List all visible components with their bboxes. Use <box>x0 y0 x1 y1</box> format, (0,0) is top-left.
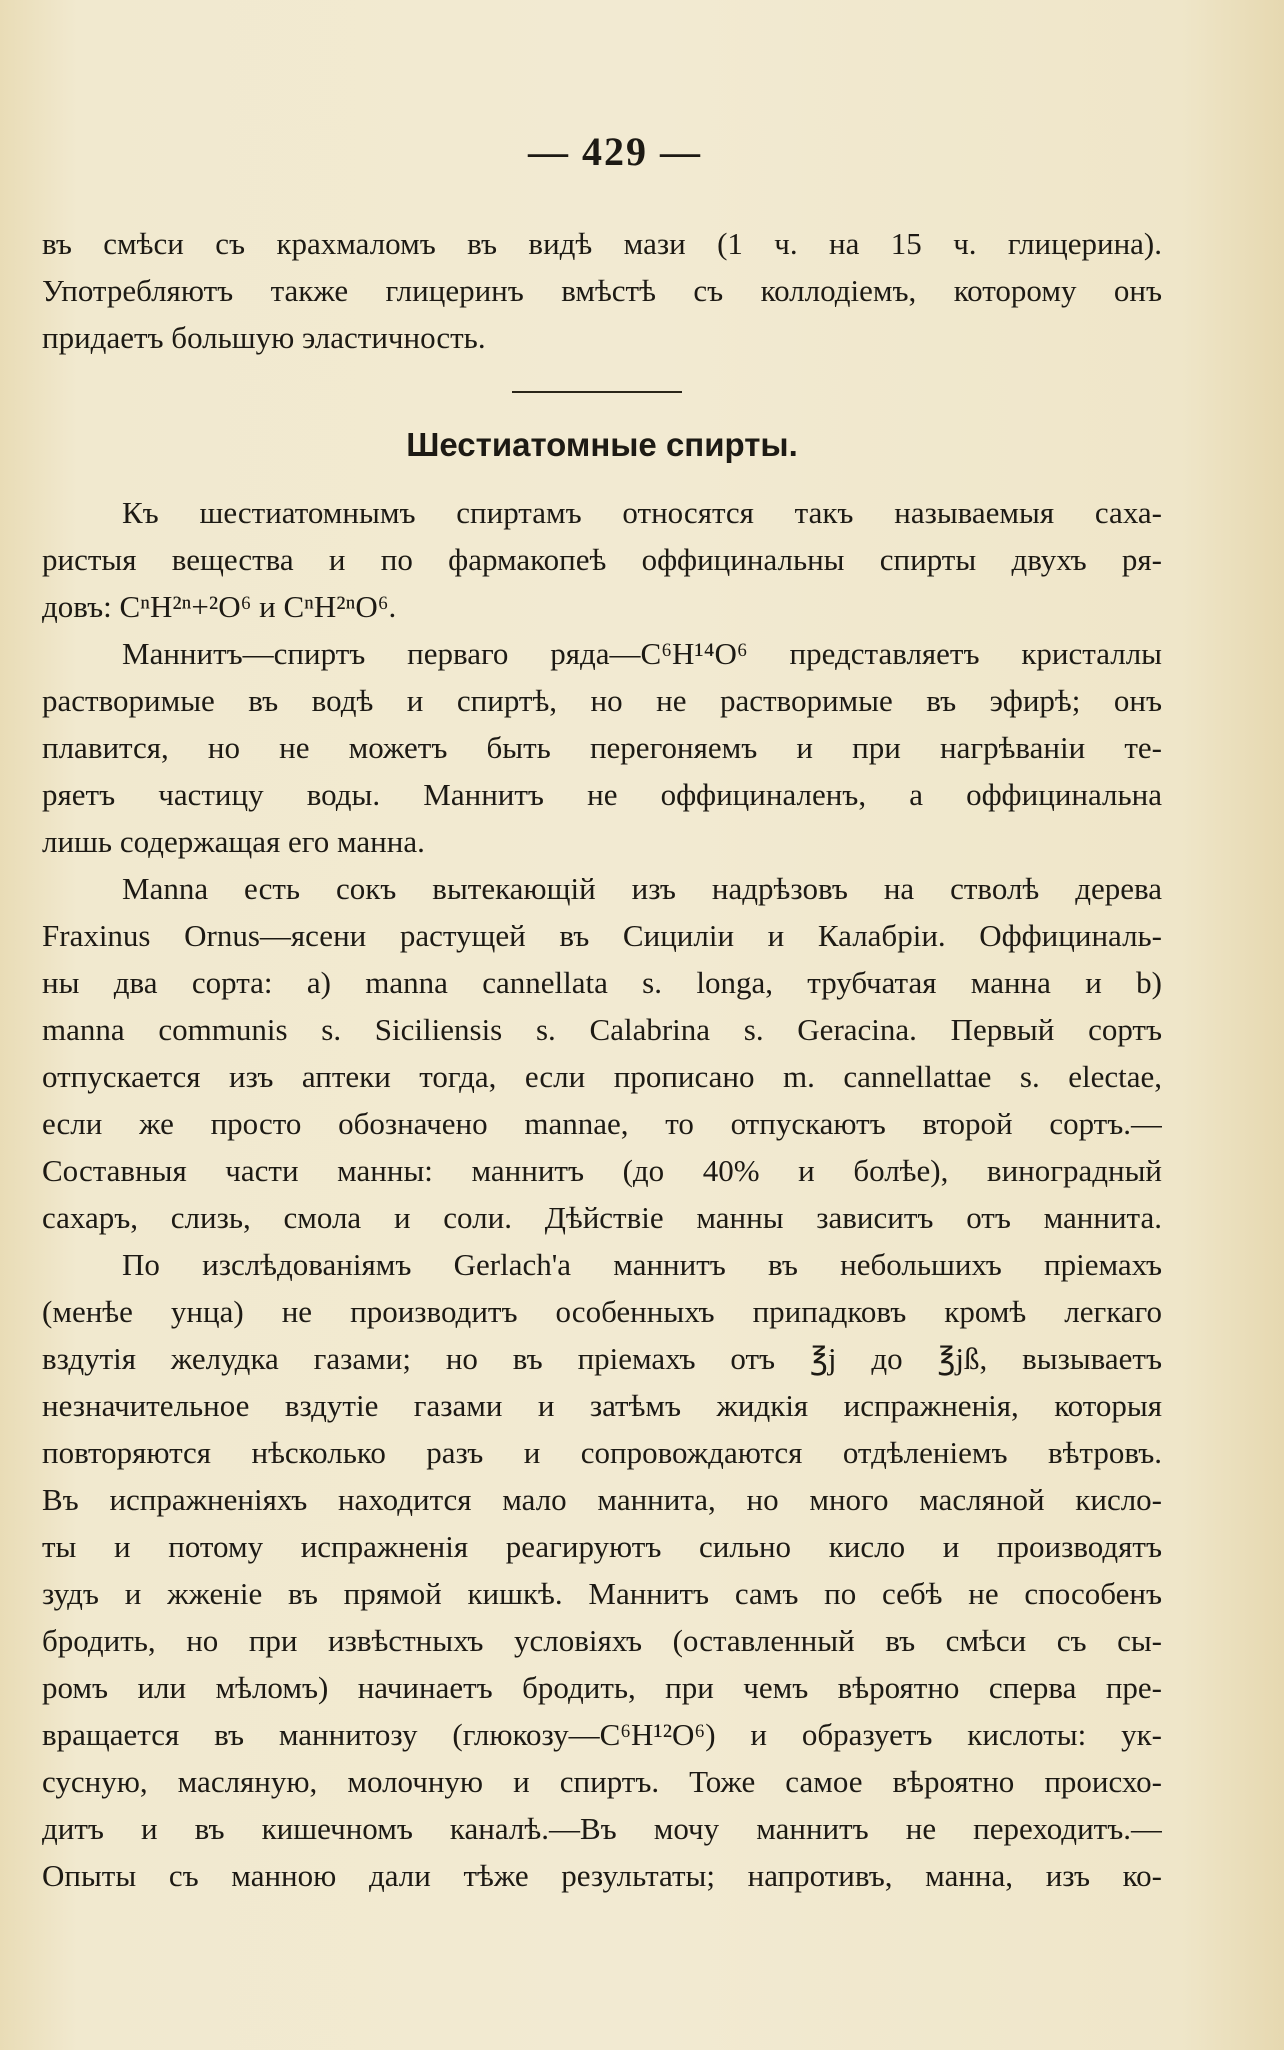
page-number: — 429 — <box>528 129 702 174</box>
text-line: дитъ и въ кишечномъ каналѣ.—Въ мочу маннитъ не переходитъ.— <box>42 1811 1162 1846</box>
text-line: По изслѣдованіямъ Gerlach'а маннитъ въ небольшихъ пріемахъ <box>122 1247 1162 1282</box>
text-line: ристыя вещества и по фармакопеѣ оффицинальны спирты двухъ ря- <box>42 542 1162 577</box>
text-line: лишь содержащая его манна. <box>42 824 425 859</box>
text-line: ты и потому испражненія реагируютъ сильно кисло и производятъ <box>42 1529 1162 1564</box>
text-line: Manna есть сокъ вытекающій изъ надрѣзовъ на стволѣ дерева <box>122 871 1162 906</box>
text-line: manna communis s. Siciliensis s. Calabrina s. Geracina. Первый сортъ <box>42 1012 1162 1047</box>
text-line: Составныя части манны: маннитъ (до 40% и болѣе), виноградный <box>42 1153 1162 1188</box>
text-line: вздутія желудка газами; но въ пріемахъ отъ ℥j до ℥jß, вызываетъ <box>42 1341 1162 1376</box>
section-divider <box>512 391 682 393</box>
text-line: отпускается изъ аптеки тогда, если прописано m. cannellattae s. electae, <box>42 1059 1162 1094</box>
text-line: въ смѣси съ крахмаломъ въ видѣ мази (1 ч. на 15 ч. глицерина). <box>42 226 1162 261</box>
text-line: вращается въ маннитозу (глюкозу—C⁶H¹²O⁶) и образуетъ кислоты: ук- <box>42 1717 1162 1752</box>
text-line: Къ шестиатомнымъ спиртамъ относятся такъ называемыя саха- <box>122 495 1162 530</box>
text-line: ны два сорта: a) manna cannellata s. longa, трубчатая манна и b) <box>42 965 1162 1000</box>
section-heading: Шестиатомные спирты. <box>406 426 798 463</box>
body-text <box>42 220 1162 1899</box>
text-line: Fraxinus Ornus—ясени растущей въ Сициліи и Калабріи. Оффициналь- <box>42 918 1162 953</box>
text-line: Въ испражненіяхъ находится мало маннита, но много масляной кисло- <box>42 1482 1162 1517</box>
text-line: зудъ и жженіе въ прямой кишкѣ. Маннитъ самъ по себѣ не способенъ <box>42 1576 1162 1611</box>
text-line: Употребляютъ также глицеринъ вмѣстѣ съ коллодіемъ, которому онъ <box>42 273 1162 308</box>
text-line: растворимые въ водѣ и спиртѣ, но не растворимые въ эфирѣ; онъ <box>42 683 1162 718</box>
text-line: бродить, но при извѣстныхъ условіяхъ (оставленный въ смѣси съ сы- <box>42 1623 1162 1658</box>
text-line: Маннитъ—спиртъ перваго ряда—C⁶H¹⁴O⁶ представляетъ кристаллы <box>122 636 1162 671</box>
text-line: плавится, но не можетъ быть перегоняемъ и при нагрѣваніи те- <box>42 730 1162 765</box>
text-line: Опыты съ манною дали тѣже результаты; напротивъ, манна, изъ ко- <box>42 1858 1162 1893</box>
text-line: ромъ или мѣломъ) начинаетъ бродить, при чемъ вѣроятно сперва пре- <box>42 1670 1162 1705</box>
text-line: придаетъ большую эластичность. <box>42 320 486 355</box>
text-line: сахаръ, слизь, смола и соли. Дѣйствіе манны зависитъ отъ маннита. <box>42 1200 1162 1235</box>
text-line: сусную, масляную, молочную и спиртъ. Тоже самое вѣроятно происхо- <box>42 1764 1162 1799</box>
text-line: ряетъ частицу воды. Маннитъ не оффициналенъ, а оффицинальна <box>42 777 1162 812</box>
text-line: (менѣе унца) не производитъ особенныхъ припадковъ кромѣ легкаго <box>42 1294 1162 1329</box>
text-line: если же просто обозначено mannae, то отпускаютъ второй сортъ.— <box>42 1106 1162 1141</box>
text-line: повторяются нѣсколько разъ и сопровождаются отдѣленіемъ вѣтровъ. <box>42 1435 1162 1470</box>
text-line: довъ: CⁿH²ⁿ+²O⁶ и CⁿH²ⁿO⁶. <box>42 589 397 624</box>
text-line: незначительное вздутіе газами и затѣмъ жидкія испражненія, которыя <box>42 1388 1162 1423</box>
